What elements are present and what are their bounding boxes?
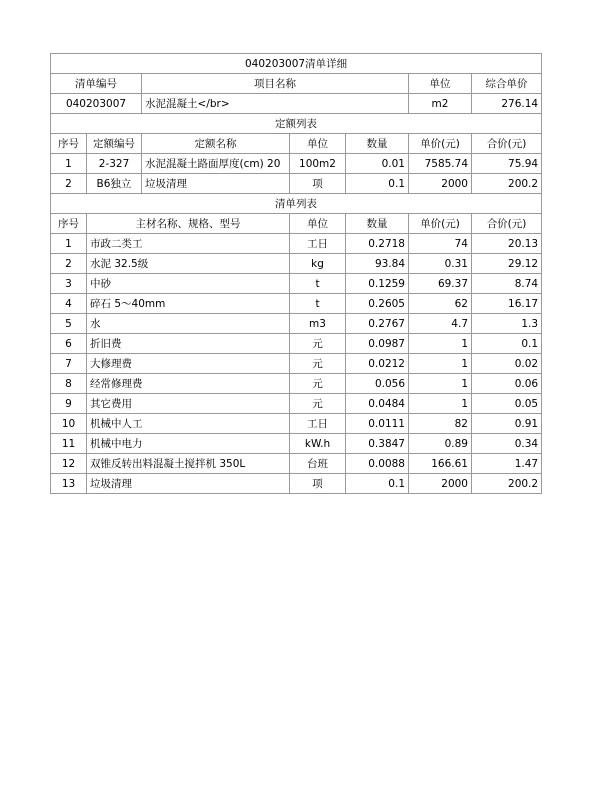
material-no: 4 — [51, 294, 87, 314]
material-no: 10 — [51, 414, 87, 434]
material-name: 市政二类工 — [87, 234, 290, 254]
material-qty-header: 数量 — [346, 214, 409, 234]
material-row — [51, 294, 542, 314]
sheet-title: 040203007清单详细 — [51, 54, 542, 74]
quota-name: 水泥混凝土路面厚度(cm) 20 — [142, 154, 290, 174]
material-qty: 93.84 — [346, 254, 409, 274]
material-row — [51, 334, 542, 354]
material-unit-price: 62 — [409, 294, 472, 314]
material-name: 中砂 — [87, 274, 290, 294]
material-qty: 0.3847 — [346, 434, 409, 454]
material-unit-price-header: 单价(元) — [409, 214, 472, 234]
bill-name-header: 项目名称 — [142, 74, 409, 94]
material-total: 0.06 — [472, 374, 542, 394]
bill-header-row — [51, 74, 542, 94]
material-total: 8.74 — [472, 274, 542, 294]
material-no: 2 — [51, 254, 87, 274]
material-qty: 0.1 — [346, 474, 409, 494]
material-unit: 元 — [290, 394, 346, 414]
material-name: 折旧费 — [87, 334, 290, 354]
material-no: 9 — [51, 394, 87, 414]
material-row — [51, 414, 542, 434]
material-qty: 0.2718 — [346, 234, 409, 254]
quota-section-title: 定额列表 — [51, 114, 542, 134]
material-unit: 工日 — [290, 414, 346, 434]
material-total-header: 合价(元) — [472, 214, 542, 234]
material-unit: kW.h — [290, 434, 346, 454]
material-unit: m3 — [290, 314, 346, 334]
quota-row — [51, 154, 542, 174]
quota-unit-header: 单位 — [290, 134, 346, 154]
material-row — [51, 234, 542, 254]
material-name: 其它费用 — [87, 394, 290, 414]
material-name: 双锥反转出料混凝土搅拌机 350L — [87, 454, 290, 474]
material-unit-header: 单位 — [290, 214, 346, 234]
material-total: 1.47 — [472, 454, 542, 474]
material-no: 1 — [51, 234, 87, 254]
material-unit-price: 0.31 — [409, 254, 472, 274]
material-no-header: 序号 — [51, 214, 87, 234]
quota-unit: 100m2 — [290, 154, 346, 174]
material-qty: 0.0987 — [346, 334, 409, 354]
material-no: 12 — [51, 454, 87, 474]
quota-qty-header: 数量 — [346, 134, 409, 154]
material-total: 0.91 — [472, 414, 542, 434]
material-name: 垃圾清理 — [87, 474, 290, 494]
material-name: 经常修理费 — [87, 374, 290, 394]
material-unit-price: 74 — [409, 234, 472, 254]
material-unit-price: 69.37 — [409, 274, 472, 294]
bill-unit: m2 — [409, 94, 472, 114]
title-row — [51, 54, 542, 74]
material-total: 20.13 — [472, 234, 542, 254]
material-name: 机械中电力 — [87, 434, 290, 454]
quota-row — [51, 174, 542, 194]
material-no: 11 — [51, 434, 87, 454]
material-qty: 0.0111 — [346, 414, 409, 434]
material-total: 0.02 — [472, 354, 542, 374]
material-unit: 元 — [290, 334, 346, 354]
material-unit-price: 1 — [409, 374, 472, 394]
material-no: 7 — [51, 354, 87, 374]
quota-name-header: 定额名称 — [142, 134, 290, 154]
quota-section-row — [51, 114, 542, 134]
material-total: 0.1 — [472, 334, 542, 354]
material-row — [51, 354, 542, 374]
quota-qty: 0.1 — [346, 174, 409, 194]
material-unit-price: 0.89 — [409, 434, 472, 454]
material-row — [51, 454, 542, 474]
material-unit: kg — [290, 254, 346, 274]
material-qty: 0.0088 — [346, 454, 409, 474]
material-total: 0.34 — [472, 434, 542, 454]
bill-price-header: 综合单价 — [472, 74, 542, 94]
material-qty: 0.056 — [346, 374, 409, 394]
material-total: 29.12 — [472, 254, 542, 274]
quota-code: B6独立 — [87, 174, 142, 194]
material-unit: 工日 — [290, 234, 346, 254]
material-qty: 0.2605 — [346, 294, 409, 314]
material-unit: 项 — [290, 474, 346, 494]
material-unit: 台班 — [290, 454, 346, 474]
quota-header-row — [51, 134, 542, 154]
bill-code: 040203007 — [51, 94, 142, 114]
quota-qty: 0.01 — [346, 154, 409, 174]
quota-code-header: 定额编号 — [87, 134, 142, 154]
material-total: 1.3 — [472, 314, 542, 334]
material-unit: t — [290, 274, 346, 294]
quota-no-header: 序号 — [51, 134, 87, 154]
material-unit: t — [290, 294, 346, 314]
material-row — [51, 274, 542, 294]
material-unit-price: 2000 — [409, 474, 472, 494]
quota-unit-price: 2000 — [409, 174, 472, 194]
material-no: 13 — [51, 474, 87, 494]
material-row — [51, 374, 542, 394]
bill-price: 276.14 — [472, 94, 542, 114]
material-row — [51, 474, 542, 494]
material-qty: 0.1259 — [346, 274, 409, 294]
material-name: 水 — [87, 314, 290, 334]
material-unit-price: 1 — [409, 334, 472, 354]
material-section-title: 清单列表 — [51, 194, 542, 214]
bill-detail-table — [50, 53, 542, 494]
quota-unit-price-header: 单价(元) — [409, 134, 472, 154]
material-no: 3 — [51, 274, 87, 294]
material-row — [51, 314, 542, 334]
material-unit: 元 — [290, 374, 346, 394]
quota-unit-price: 7585.74 — [409, 154, 472, 174]
material-name-header: 主材名称、规格、型号 — [87, 214, 290, 234]
material-unit-price: 166.61 — [409, 454, 472, 474]
material-qty: 0.2767 — [346, 314, 409, 334]
material-unit: 元 — [290, 354, 346, 374]
material-name: 大修理费 — [87, 354, 290, 374]
bill-unit-header: 单位 — [409, 74, 472, 94]
quota-code: 2-327 — [87, 154, 142, 174]
material-row — [51, 394, 542, 414]
material-section-row — [51, 194, 542, 214]
material-name: 碎石 5～40mm — [87, 294, 290, 314]
quota-unit: 项 — [290, 174, 346, 194]
material-unit-price: 1 — [409, 394, 472, 414]
quota-total: 200.2 — [472, 174, 542, 194]
material-header-row — [51, 214, 542, 234]
material-total: 16.17 — [472, 294, 542, 314]
quota-total: 75.94 — [472, 154, 542, 174]
material-total: 200.2 — [472, 474, 542, 494]
material-unit-price: 1 — [409, 354, 472, 374]
material-name: 机械中人工 — [87, 414, 290, 434]
material-unit-price: 4.7 — [409, 314, 472, 334]
material-no: 5 — [51, 314, 87, 334]
material-unit-price: 82 — [409, 414, 472, 434]
material-total: 0.05 — [472, 394, 542, 414]
bill-row — [51, 94, 542, 114]
quota-total-header: 合价(元) — [472, 134, 542, 154]
bill-code-header: 清单编号 — [51, 74, 142, 94]
material-no: 8 — [51, 374, 87, 394]
material-qty: 0.0484 — [346, 394, 409, 414]
material-row — [51, 254, 542, 274]
quota-no: 2 — [51, 174, 87, 194]
quota-no: 1 — [51, 154, 87, 174]
material-rows — [51, 234, 542, 494]
bill-name: 水泥混凝土</br> — [142, 94, 409, 114]
material-row — [51, 434, 542, 454]
material-name: 水泥 32.5级 — [87, 254, 290, 274]
material-no: 6 — [51, 334, 87, 354]
material-qty: 0.0212 — [346, 354, 409, 374]
quota-name: 垃圾清理 — [142, 174, 290, 194]
